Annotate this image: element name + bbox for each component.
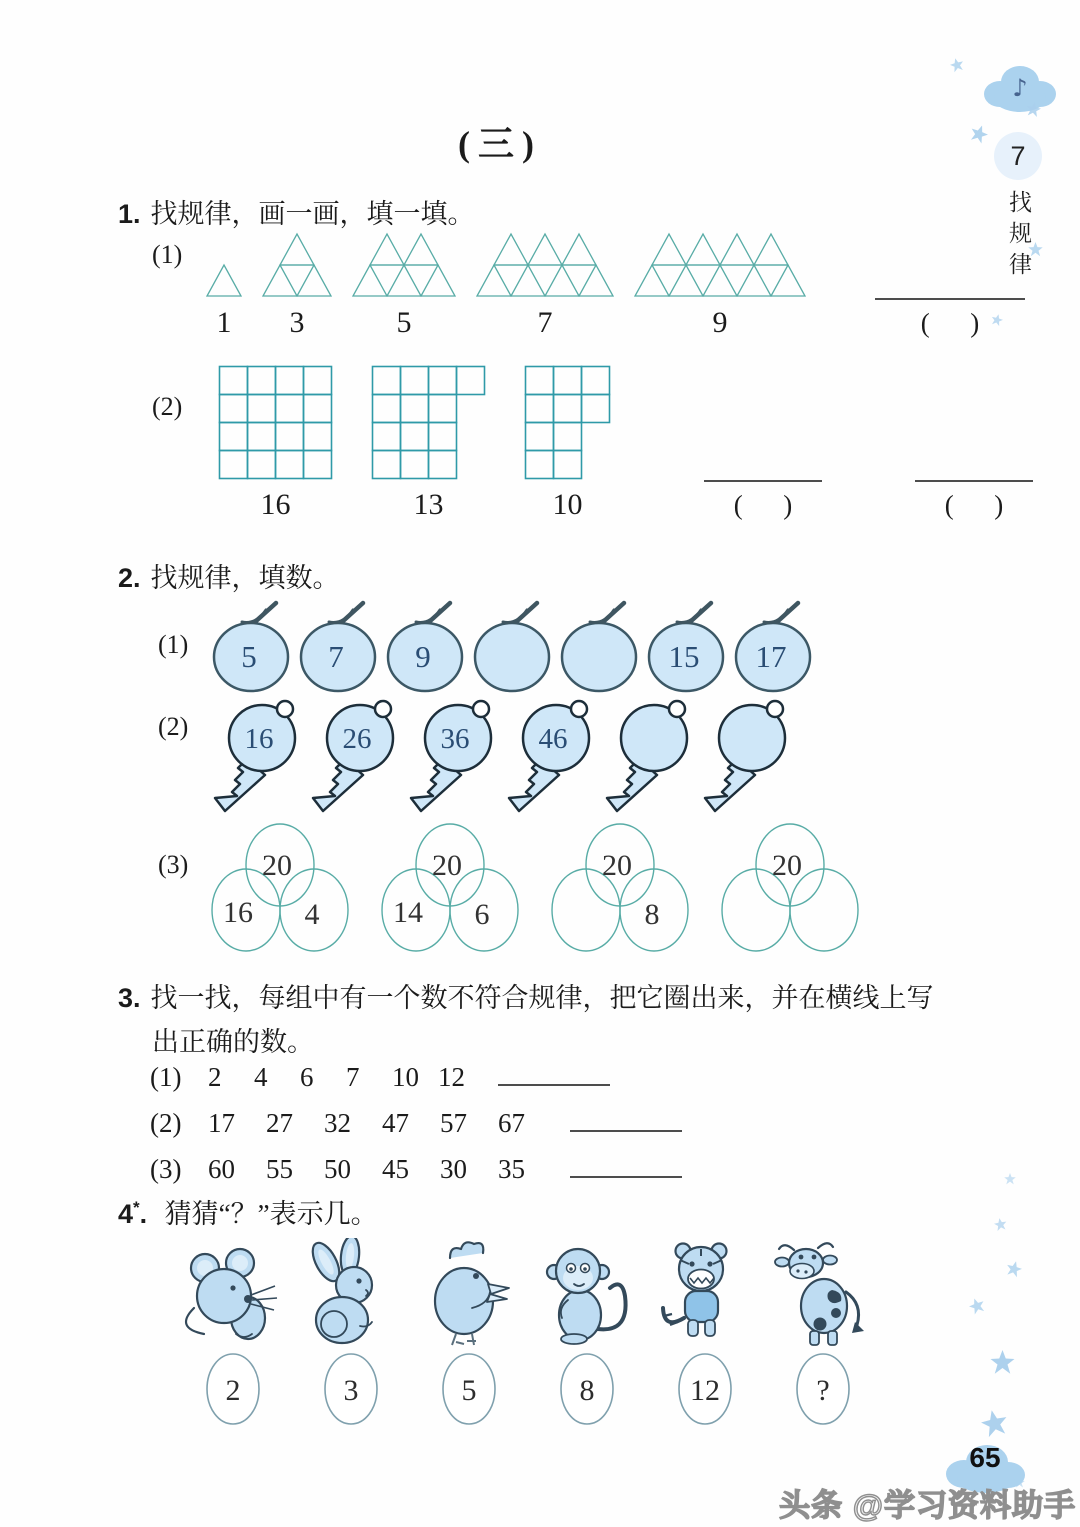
q3-number: 35 <box>498 1154 525 1184</box>
q1-number: 1. <box>118 199 141 229</box>
grid-figure <box>371 365 486 524</box>
q1-heading <box>118 192 475 231</box>
q4-number: 4*. <box>118 1198 155 1229</box>
unit-label: 找规律 <box>1006 190 1032 283</box>
animal-rabbit <box>294 1238 408 1428</box>
q3-number: 12 <box>438 1062 465 1092</box>
q2-prompt: 找规律，填数。 <box>150 563 340 593</box>
q1-prompt: 找规律，画一画，填一填。 <box>150 199 475 229</box>
star-icon <box>1004 1259 1024 1279</box>
answer-line <box>570 1150 682 1178</box>
q4-prompt: 猜猜“？”表示几。 <box>164 1199 378 1229</box>
q3-number: 45 <box>382 1154 409 1184</box>
svg-text:17: 17 <box>755 639 787 674</box>
svg-text:20: 20 <box>262 849 292 882</box>
q3-prompt-line2: 出正确的数。 <box>152 1027 314 1057</box>
tiger-icon <box>650 1238 760 1348</box>
key-shape <box>398 694 496 819</box>
answer-blank <box>704 480 822 524</box>
q3-number: 7 <box>346 1062 360 1092</box>
q1-part2-label: (2) <box>152 392 183 421</box>
animal-value-oval <box>439 1350 499 1428</box>
grid-figure-label: 13 <box>413 488 444 521</box>
svg-text:5: 5 <box>461 1374 477 1407</box>
circle-group <box>370 822 530 959</box>
key-shape <box>202 694 300 819</box>
svg-text:20: 20 <box>432 849 462 882</box>
key-shape <box>496 694 594 819</box>
apple-shape <box>469 598 555 699</box>
q3-number: 32 <box>324 1108 351 1138</box>
q3-row-label: (2) <box>150 1108 182 1138</box>
animal-value-oval <box>557 1350 617 1428</box>
circle-group <box>540 822 700 959</box>
answer-line <box>570 1104 682 1132</box>
animal-chick <box>412 1238 526 1428</box>
svg-text:?: ? <box>816 1374 830 1407</box>
svg-text:9: 9 <box>415 639 431 674</box>
svg-text:26: 26 <box>342 723 372 755</box>
q2-part3-label: (3) <box>158 850 189 879</box>
star-icon <box>993 1217 1008 1232</box>
svg-text:4: 4 <box>304 898 320 931</box>
animal-value-oval <box>321 1350 381 1428</box>
grid-figure-label: 10 <box>552 488 583 521</box>
svg-text:15: 15 <box>668 639 700 674</box>
q3-number: 6 <box>300 1062 314 1092</box>
key-shape <box>692 694 790 819</box>
svg-text:5: 5 <box>241 639 257 674</box>
star-icon <box>948 56 965 73</box>
circle-groups <box>200 822 870 959</box>
q3-row-label: (1) <box>150 1062 182 1092</box>
triangle-figure-label: 5 <box>396 306 412 339</box>
triangle-figure <box>351 232 457 342</box>
q3-number: 2 <box>208 1062 222 1092</box>
svg-text:46: 46 <box>538 723 568 755</box>
q3-row <box>150 1150 682 1196</box>
rabbit-icon <box>296 1238 406 1348</box>
svg-text:16: 16 <box>244 723 274 755</box>
apple-shape <box>643 598 729 699</box>
apple-shape <box>382 598 468 699</box>
key-shape <box>300 694 398 819</box>
monkey-icon <box>532 1238 642 1348</box>
q3-rows <box>150 1058 682 1196</box>
animal-value-oval <box>675 1350 735 1428</box>
apple-shape <box>556 598 642 699</box>
svg-text:20: 20 <box>602 849 632 882</box>
apple-sequence <box>208 598 816 699</box>
q1-part1-label: (1) <box>152 240 183 269</box>
watermark: 头条 @学习资料助手 <box>779 1488 1076 1523</box>
apple-shape <box>730 598 816 699</box>
q2-part2-label: (2) <box>158 712 189 741</box>
star-icon <box>978 1407 1010 1439</box>
animal-value-oval <box>793 1350 853 1428</box>
answer-parens: ( ) <box>733 490 793 520</box>
svg-text:2: 2 <box>225 1374 241 1407</box>
music-note-icon: ♪ <box>1012 74 1028 102</box>
q2-part1-label: (1) <box>158 630 189 659</box>
q1-part1-figures <box>205 234 1025 342</box>
triangle-figure <box>633 232 807 342</box>
svg-text:6: 6 <box>474 898 490 931</box>
mouse-icon <box>178 1238 288 1348</box>
star-icon <box>990 1350 1015 1375</box>
answer-parens: ( ) <box>944 490 1004 520</box>
apple-shape <box>208 598 294 699</box>
q3-number: 67 <box>498 1108 525 1138</box>
q3-number: 30 <box>440 1154 467 1184</box>
animal-sequence <box>176 1238 880 1428</box>
svg-text:14: 14 <box>393 896 423 929</box>
q3-row-label: (3) <box>150 1154 182 1184</box>
animal-tiger <box>648 1238 762 1428</box>
chick-icon <box>414 1238 524 1348</box>
svg-text:8: 8 <box>579 1374 595 1407</box>
svg-text:12: 12 <box>690 1374 720 1407</box>
star-icon <box>1004 1173 1016 1185</box>
q3-heading <box>118 976 934 1015</box>
triangle-figure-label: 1 <box>216 306 232 339</box>
svg-text:3: 3 <box>343 1374 359 1407</box>
q3-number: 47 <box>382 1108 409 1138</box>
triangle-figure-label: 3 <box>289 306 305 339</box>
q3-number: 4 <box>254 1062 268 1092</box>
key-shape <box>594 694 692 819</box>
grid-figure-label: 16 <box>260 488 291 521</box>
triangle-figure-label: 7 <box>537 306 553 339</box>
q3-number: 27 <box>266 1108 293 1138</box>
q3-number: 60 <box>208 1154 235 1184</box>
svg-text:7: 7 <box>328 639 344 674</box>
q1-part2-figures <box>218 368 1033 524</box>
triangle-figure <box>475 232 615 342</box>
svg-text:16: 16 <box>223 896 253 929</box>
key-sequence <box>202 694 790 819</box>
unit-number-badge: 7 <box>994 132 1042 180</box>
answer-line <box>498 1058 610 1086</box>
svg-text:20: 20 <box>772 849 802 882</box>
cloud-icon <box>980 58 1060 118</box>
page-title: (三) <box>458 124 542 164</box>
svg-text:36: 36 <box>440 723 470 755</box>
animal-monkey <box>530 1238 644 1428</box>
q3-number: 50 <box>324 1154 351 1184</box>
triangle-figure <box>261 232 333 342</box>
q3-number: 17 <box>208 1108 235 1138</box>
q3-number: 10 <box>392 1062 419 1092</box>
animal-cow <box>766 1238 880 1428</box>
q2-heading <box>118 556 340 595</box>
q3-row <box>150 1058 682 1104</box>
q3-prompt-line1: 找一找，每组中有一个数不符合规律，把它圈出来，并在横线上写 <box>150 983 934 1013</box>
q4-heading <box>118 1192 378 1231</box>
q2-number: 2. <box>118 563 141 593</box>
circle-group <box>200 822 360 959</box>
page-number: 65 <box>969 1442 1001 1473</box>
apple-shape <box>295 598 381 699</box>
animal-value-oval <box>203 1350 263 1428</box>
triangle-figure <box>205 263 243 342</box>
triangle-figure-label: 9 <box>712 306 728 339</box>
q3-number: 3. <box>118 983 141 1013</box>
grid-figure <box>218 365 333 524</box>
star-icon <box>967 1296 988 1317</box>
svg-text:8: 8 <box>644 898 660 931</box>
q3-number: 55 <box>266 1154 293 1184</box>
answer-parens: ( ) <box>920 308 980 338</box>
grid-figure <box>524 365 611 524</box>
circle-group <box>710 822 870 959</box>
q3-row <box>150 1104 682 1150</box>
q3-number: 57 <box>440 1108 467 1138</box>
answer-blank <box>915 480 1033 524</box>
animal-mouse <box>176 1238 290 1428</box>
cow-icon <box>768 1238 878 1348</box>
